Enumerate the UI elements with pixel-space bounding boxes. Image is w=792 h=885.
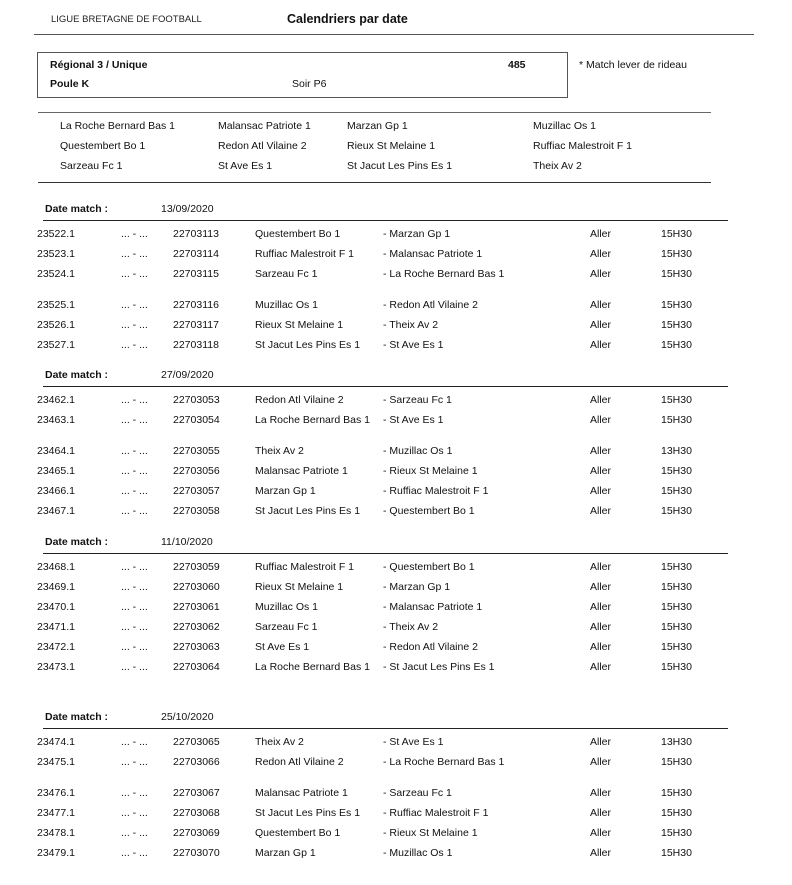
match-code: 22703114 xyxy=(173,248,219,260)
match-code: 22703060 xyxy=(173,581,220,593)
match-code: 22703065 xyxy=(173,736,220,748)
match-leg: Aller xyxy=(590,621,612,633)
match-score: ... - ... xyxy=(121,228,148,240)
match-code: 22703116 xyxy=(173,299,219,311)
match-code: 22703055 xyxy=(173,445,220,457)
team-name: La Roche Bernard Bas 1 xyxy=(60,120,175,132)
match-leg: Aller xyxy=(590,787,612,799)
team-name: Redon Atl Vilaine 2 xyxy=(218,140,307,152)
page-title: Calendriers par date xyxy=(287,12,408,26)
match-code: 22703118 xyxy=(173,339,219,351)
match-score: ... - ... xyxy=(121,339,148,351)
match-code: 22703058 xyxy=(173,505,220,517)
date-match-label: Date match : xyxy=(45,536,109,548)
match-code: 22703062 xyxy=(173,621,220,633)
match-number: 23477.1 xyxy=(37,807,75,819)
match-code: 22703066 xyxy=(173,756,220,768)
match-score: ... - ... xyxy=(121,505,148,517)
match-leg: Aller xyxy=(590,485,612,497)
match-code: 22703115 xyxy=(173,268,219,280)
match-time: 15H30 xyxy=(661,299,692,311)
home-team: Questembert Bo 1 xyxy=(255,228,341,240)
away-team: - Marzan Gp 1 xyxy=(383,581,451,593)
match-score: ... - ... xyxy=(121,299,148,311)
home-team: St Jacut Les Pins Es 1 xyxy=(255,339,361,351)
match-leg: Aller xyxy=(590,807,612,819)
team-name: Theix Av 2 xyxy=(533,160,582,172)
home-team: Marzan Gp 1 xyxy=(255,847,316,859)
match-number: 23527.1 xyxy=(37,339,75,351)
match-score: ... - ... xyxy=(121,827,148,839)
team-name: Ruffiac Malestroit F 1 xyxy=(533,140,633,152)
match-leg: Aller xyxy=(590,561,612,573)
match-number: 23464.1 xyxy=(37,445,75,457)
away-team: - La Roche Bernard Bas 1 xyxy=(383,756,505,768)
match-score: ... - ... xyxy=(121,641,148,653)
date-divider xyxy=(43,553,728,554)
date-match-label: Date match : xyxy=(45,203,109,215)
match-number: 23465.1 xyxy=(37,465,75,477)
match-number: 23475.1 xyxy=(37,756,75,768)
match-time: 15H30 xyxy=(661,756,692,768)
match-time: 15H30 xyxy=(661,581,692,593)
match-time: 15H30 xyxy=(661,807,692,819)
match-number: 23468.1 xyxy=(37,561,75,573)
away-team: - Questembert Bo 1 xyxy=(383,561,475,573)
match-code: 22703117 xyxy=(173,319,219,331)
away-team: - La Roche Bernard Bas 1 xyxy=(383,268,505,280)
match-time: 15H30 xyxy=(661,465,692,477)
header-divider xyxy=(34,34,754,35)
date-match-label: Date match : xyxy=(45,711,109,723)
match-time: 13H30 xyxy=(661,445,692,457)
match-number: 23524.1 xyxy=(37,268,75,280)
home-team: Rieux St Melaine 1 xyxy=(255,319,344,331)
match-leg: Aller xyxy=(590,394,612,406)
match-code: 22703063 xyxy=(173,641,220,653)
match-leg: Aller xyxy=(590,228,612,240)
team-name: Marzan Gp 1 xyxy=(347,120,408,132)
match-leg: Aller xyxy=(590,339,612,351)
match-number: 23467.1 xyxy=(37,505,75,517)
team-name: Muzillac Os 1 xyxy=(533,120,597,132)
match-number: 23522.1 xyxy=(37,228,75,240)
home-team: St Ave Es 1 xyxy=(255,641,310,653)
match-leg: Aller xyxy=(590,505,612,517)
match-time: 15H30 xyxy=(661,268,692,280)
away-team: - Malansac Patriote 1 xyxy=(383,601,483,613)
match-time: 15H30 xyxy=(661,561,692,573)
away-team: - Ruffiac Malestroit F 1 xyxy=(383,485,489,497)
match-number: 23469.1 xyxy=(37,581,75,593)
away-team: - St Ave Es 1 xyxy=(383,414,444,426)
home-team: Questembert Bo 1 xyxy=(255,827,341,839)
away-team: - Sarzeau Fc 1 xyxy=(383,394,452,406)
match-score: ... - ... xyxy=(121,787,148,799)
match-time: 15H30 xyxy=(661,621,692,633)
match-time: 15H30 xyxy=(661,319,692,331)
home-team: La Roche Bernard Bas 1 xyxy=(255,661,370,673)
organization-name: LIGUE BRETAGNE DE FOOTBALL xyxy=(51,14,202,25)
match-leg: Aller xyxy=(590,299,612,311)
home-team: Muzillac Os 1 xyxy=(255,601,319,613)
teams-top-divider xyxy=(38,112,711,113)
match-score: ... - ... xyxy=(121,394,148,406)
match-time: 15H30 xyxy=(661,228,692,240)
date-divider xyxy=(43,220,728,221)
match-leg: Aller xyxy=(590,581,612,593)
match-score: ... - ... xyxy=(121,248,148,260)
away-team: - Muzillac Os 1 xyxy=(383,847,453,859)
match-code: 22703070 xyxy=(173,847,220,859)
match-score: ... - ... xyxy=(121,414,148,426)
match-time: 15H30 xyxy=(661,339,692,351)
home-team: Sarzeau Fc 1 xyxy=(255,268,318,280)
home-team: Malansac Patriote 1 xyxy=(255,787,348,799)
home-team: Marzan Gp 1 xyxy=(255,485,316,497)
team-name: St Ave Es 1 xyxy=(218,160,273,172)
competition-extra: Soir P6 xyxy=(292,78,327,90)
date-divider xyxy=(43,728,728,729)
competition-number: 485 xyxy=(508,59,526,71)
team-name: Malansac Patriote 1 xyxy=(218,120,311,132)
match-time: 15H30 xyxy=(661,827,692,839)
date-divider xyxy=(43,386,728,387)
match-leg: Aller xyxy=(590,601,612,613)
away-team: - St Ave Es 1 xyxy=(383,736,444,748)
date-match-value: 27/09/2020 xyxy=(161,369,214,381)
date-match-value: 13/09/2020 xyxy=(161,203,214,215)
match-time: 15H30 xyxy=(661,394,692,406)
match-score: ... - ... xyxy=(121,621,148,633)
away-team: - Muzillac Os 1 xyxy=(383,445,453,457)
away-team: - Redon Atl Vilaine 2 xyxy=(383,299,478,311)
match-score: ... - ... xyxy=(121,445,148,457)
date-match-value: 25/10/2020 xyxy=(161,711,214,723)
match-code: 22703064 xyxy=(173,661,220,673)
match-time: 15H30 xyxy=(661,847,692,859)
home-team: Sarzeau Fc 1 xyxy=(255,621,318,633)
date-match-value: 11/10/2020 xyxy=(161,536,213,548)
match-leg: Aller xyxy=(590,319,612,331)
match-leg: Aller xyxy=(590,661,612,673)
away-team: - Marzan Gp 1 xyxy=(383,228,451,240)
away-team: - Sarzeau Fc 1 xyxy=(383,787,452,799)
match-time: 15H30 xyxy=(661,414,692,426)
match-number: 23526.1 xyxy=(37,319,75,331)
match-leg: Aller xyxy=(590,248,612,260)
match-number: 23473.1 xyxy=(37,661,75,673)
away-team: - Ruffiac Malestroit F 1 xyxy=(383,807,489,819)
match-time: 15H30 xyxy=(661,248,692,260)
competition-name: Régional 3 / Unique xyxy=(50,59,148,71)
match-leg: Aller xyxy=(590,736,612,748)
match-time: 15H30 xyxy=(661,661,692,673)
match-number: 23472.1 xyxy=(37,641,75,653)
match-score: ... - ... xyxy=(121,756,148,768)
match-score: ... - ... xyxy=(121,561,148,573)
match-leg: Aller xyxy=(590,756,612,768)
away-team: - Redon Atl Vilaine 2 xyxy=(383,641,478,653)
date-match-label: Date match : xyxy=(45,369,109,381)
away-team: - Theix Av 2 xyxy=(383,621,439,633)
home-team: St Jacut Les Pins Es 1 xyxy=(255,807,361,819)
match-number: 23463.1 xyxy=(37,414,75,426)
match-code: 22703069 xyxy=(173,827,220,839)
home-team: Theix Av 2 xyxy=(255,736,304,748)
match-code: 22703053 xyxy=(173,394,220,406)
match-number: 23476.1 xyxy=(37,787,75,799)
away-team: - St Ave Es 1 xyxy=(383,339,444,351)
match-code: 22703057 xyxy=(173,485,220,497)
match-number: 23462.1 xyxy=(37,394,75,406)
match-number: 23478.1 xyxy=(37,827,75,839)
match-leg: Aller xyxy=(590,641,612,653)
match-code: 22703061 xyxy=(173,601,220,613)
match-time: 15H30 xyxy=(661,485,692,497)
match-code: 22703059 xyxy=(173,561,220,573)
match-score: ... - ... xyxy=(121,581,148,593)
match-code: 22703113 xyxy=(173,228,219,240)
match-leg: Aller xyxy=(590,827,612,839)
legend-note: * Match lever de rideau xyxy=(579,59,687,71)
match-number: 23525.1 xyxy=(37,299,75,311)
home-team: Rieux St Melaine 1 xyxy=(255,581,344,593)
away-team: - Rieux St Melaine 1 xyxy=(383,827,478,839)
team-name: Questembert Bo 1 xyxy=(60,140,146,152)
match-score: ... - ... xyxy=(121,465,148,477)
home-team: Ruffiac Malestroit F 1 xyxy=(255,248,355,260)
match-score: ... - ... xyxy=(121,268,148,280)
match-score: ... - ... xyxy=(121,601,148,613)
match-time: 15H30 xyxy=(661,505,692,517)
match-score: ... - ... xyxy=(121,485,148,497)
home-team: Muzillac Os 1 xyxy=(255,299,319,311)
match-leg: Aller xyxy=(590,465,612,477)
match-code: 22703068 xyxy=(173,807,220,819)
match-code: 22703067 xyxy=(173,787,220,799)
away-team: - Rieux St Melaine 1 xyxy=(383,465,478,477)
away-team: - Malansac Patriote 1 xyxy=(383,248,483,260)
match-score: ... - ... xyxy=(121,847,148,859)
match-number: 23523.1 xyxy=(37,248,75,260)
match-score: ... - ... xyxy=(121,319,148,331)
match-score: ... - ... xyxy=(121,807,148,819)
match-code: 22703056 xyxy=(173,465,220,477)
home-team: Theix Av 2 xyxy=(255,445,304,457)
team-name: Rieux St Melaine 1 xyxy=(347,140,436,152)
match-score: ... - ... xyxy=(121,661,148,673)
match-leg: Aller xyxy=(590,268,612,280)
match-leg: Aller xyxy=(590,445,612,457)
match-number: 23479.1 xyxy=(37,847,75,859)
competition-poule: Poule K xyxy=(50,78,90,90)
away-team: - Theix Av 2 xyxy=(383,319,439,331)
match-leg: Aller xyxy=(590,414,612,426)
teams-bottom-divider xyxy=(38,182,711,183)
home-team: Redon Atl Vilaine 2 xyxy=(255,394,344,406)
match-number: 23471.1 xyxy=(37,621,75,633)
match-number: 23470.1 xyxy=(37,601,75,613)
match-code: 22703054 xyxy=(173,414,220,426)
home-team: St Jacut Les Pins Es 1 xyxy=(255,505,361,517)
home-team: Malansac Patriote 1 xyxy=(255,465,348,477)
away-team: - Questembert Bo 1 xyxy=(383,505,475,517)
match-leg: Aller xyxy=(590,847,612,859)
match-number: 23466.1 xyxy=(37,485,75,497)
match-time: 15H30 xyxy=(661,641,692,653)
home-team: Redon Atl Vilaine 2 xyxy=(255,756,344,768)
away-team: - St Jacut Les Pins Es 1 xyxy=(383,661,495,673)
match-score: ... - ... xyxy=(121,736,148,748)
team-name: St Jacut Les Pins Es 1 xyxy=(347,160,453,172)
match-time: 15H30 xyxy=(661,787,692,799)
match-time: 15H30 xyxy=(661,601,692,613)
match-time: 13H30 xyxy=(661,736,692,748)
home-team: Ruffiac Malestroit F 1 xyxy=(255,561,355,573)
match-number: 23474.1 xyxy=(37,736,75,748)
team-name: Sarzeau Fc 1 xyxy=(60,160,123,172)
home-team: La Roche Bernard Bas 1 xyxy=(255,414,370,426)
